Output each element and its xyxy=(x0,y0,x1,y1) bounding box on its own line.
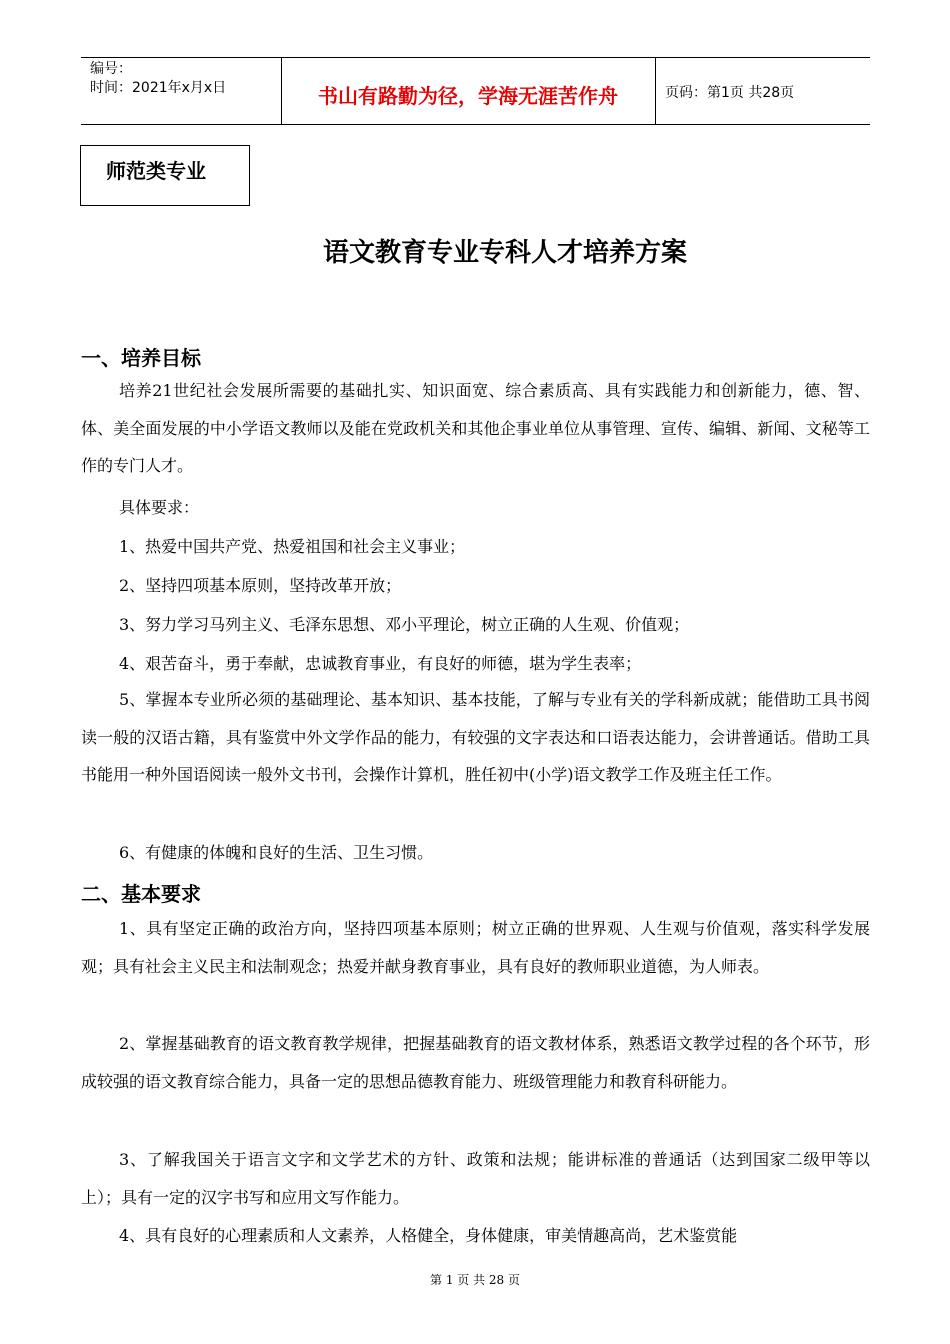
paragraph: 2、掌握基础教育的语文教育教学规律，把握基础教育的语文教材体系，熟悉语文教学过程的各个环节，形成较强的语文教育综合能力，具备一定的思想品德教育能力、班级管理能力和教育科研能力。 xyxy=(81,1034,870,1091)
header-top-rule xyxy=(81,57,870,58)
page-footer: 第 1 页 共 28 页 xyxy=(430,1273,520,1287)
category-box: 师范类专业 xyxy=(80,145,250,206)
paragraph: 6、有健康的体魄和良好的生活、卫生习惯。 xyxy=(119,843,434,862)
paragraph: 5、掌握本专业所必须的基础理论、基本知识、基本技能，了解与专业有关的学科新成就；能借助工具书阅读一般的汉语古籍，具有鉴赏中外文学作品的能力，有较强的文字表达和口语表达能力，会讲普通话。借助工具书能用一种外国语阅读一般外文书刊，会操作计算机，胜任初中(小学)语文教学工作及班主任工作。 xyxy=(81,690,870,784)
header-page-label: 页码：第1页 共28页 xyxy=(665,85,795,101)
header-bottom-rule xyxy=(81,124,870,125)
section-heading: 二、基本要求 xyxy=(81,882,201,906)
paragraph: 2、坚持四项基本原则，坚持改革开放； xyxy=(119,576,402,595)
document-time-label: 时间：2021年x月x日 xyxy=(90,80,227,96)
paragraph: 3、努力学习马列主义、毛泽东思想、邓小平理论，树立正确的人生观、价值观； xyxy=(119,615,690,634)
document-number-label: 编号： xyxy=(90,61,132,77)
paragraph: 1、具有坚定正确的政治方向，坚持四项基本原则；树立正确的世界观、人生观与价值观，落实科学发展观；具有社会主义民主和法制观念；热爱并献身教育事业，具有良好的教师职业道德，为人师表。 xyxy=(81,919,870,976)
header-motto: 书山有路勤为径，学海无涯苦作舟 xyxy=(318,84,618,108)
header-divider xyxy=(655,57,656,125)
section-heading: 一、培养目标 xyxy=(81,346,201,370)
header-meta xyxy=(90,60,226,98)
paragraph: 1、热爱中国共产党、热爱祖国和社会主义事业； xyxy=(119,537,466,556)
paragraph: 4、具有良好的心理素质和人文素养，人格健全，身体健康，审美情趣高尚，艺术鉴赏能 xyxy=(119,1226,738,1245)
paragraph: 3、了解我国关于语言文字和文学艺术的方针、政策和法规；能讲标准的普通话（达到国家二级甲等以上）；具有一定的汉字书写和应用文写作能力。 xyxy=(81,1150,870,1207)
document-title: 语文教育专业专科人才培养方案 xyxy=(322,238,687,268)
paragraph: 培养21世纪社会发展所需要的基础扎实、知识面宽、综合素质高、具有实践能力和创新能力，德、智、体、美全面发展的中小学语文教师以及能在党政机关和其他企事业单位从事管理、宣传、编辑、新闻、文秘等工作的专门人才。 xyxy=(81,381,870,475)
paragraph: 具体要求： xyxy=(119,498,200,517)
paragraph: 4、艰苦奋斗，勇于奉献，忠诚教育事业，有良好的师德，堪为学生表率； xyxy=(119,654,642,673)
